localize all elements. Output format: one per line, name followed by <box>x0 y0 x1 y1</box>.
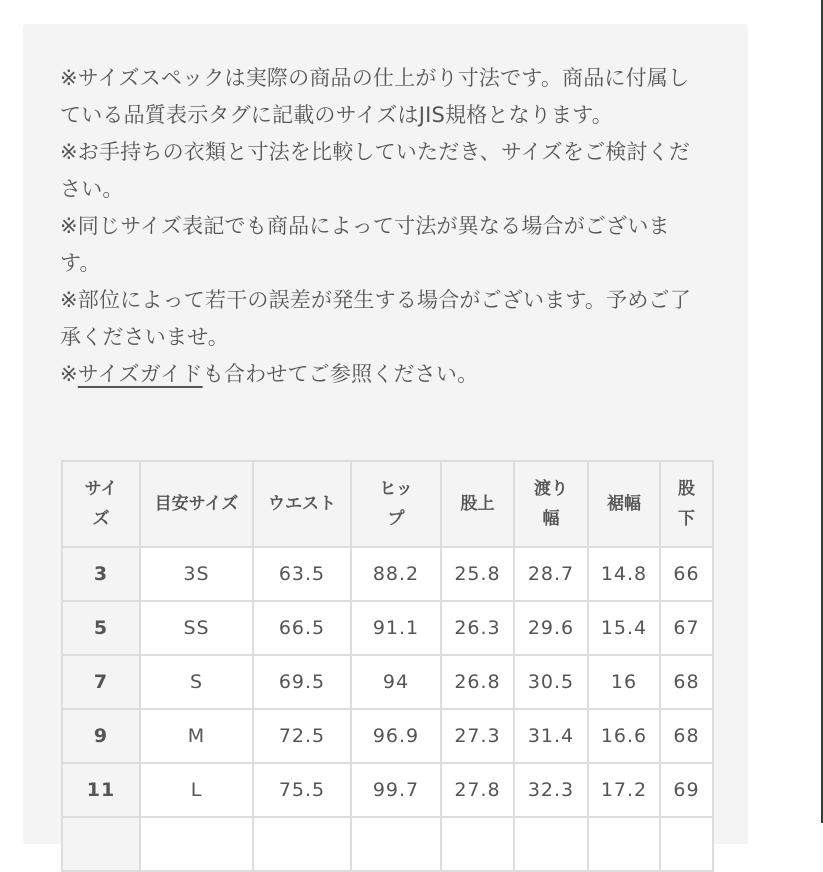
cell-inseam: 69 <box>660 763 713 817</box>
header-size: サイズ <box>62 461 140 547</box>
table-row <box>62 547 713 601</box>
cell-thigh-width: 30.5 <box>514 655 588 709</box>
cell-approx-size: M <box>140 709 253 763</box>
cell-inseam: 67 <box>660 601 713 655</box>
cell-rise: 26.3 <box>441 601 514 655</box>
size-notes <box>60 60 700 393</box>
cell-rise <box>441 817 514 871</box>
cell-approx-size: SS <box>140 601 253 655</box>
cell-hem-width: 17.2 <box>588 763 660 817</box>
cell-rise: 26.8 <box>441 655 514 709</box>
size-table <box>61 460 714 872</box>
size-guide-link[interactable]: サイズガイド <box>77 362 203 386</box>
cell-inseam: 68 <box>660 709 713 763</box>
cell-waist <box>253 817 351 871</box>
header-rise: 股上 <box>441 461 514 547</box>
table-header-row <box>62 461 713 547</box>
cell-approx-size: L <box>140 763 253 817</box>
cell-thigh-width: 29.6 <box>514 601 588 655</box>
cell-size: 9 <box>62 709 140 763</box>
header-approx-size: 目安サイズ <box>140 461 253 547</box>
table-row <box>62 763 713 817</box>
cell-hip: 88.2 <box>351 547 441 601</box>
header-hem-width: 裾幅 <box>588 461 660 547</box>
size-spec-panel <box>23 24 748 844</box>
table-row <box>62 709 713 763</box>
cell-hip <box>351 817 441 871</box>
cell-hip: 96.9 <box>351 709 441 763</box>
note-finished-dimensions: ※サイズスペックは実際の商品の仕上がり寸法です。商品に付属している品質表示タグに記載のサイズはJIS規格となります。 <box>60 66 690 127</box>
cell-inseam: 66 <box>660 547 713 601</box>
cell-thigh-width <box>514 817 588 871</box>
cell-size: 5 <box>62 601 140 655</box>
header-inseam: 股下 <box>660 461 713 547</box>
note-suffix: も合わせてご参照ください。 <box>202 362 479 386</box>
cell-hip: 94 <box>351 655 441 709</box>
note-measurement-error: ※部位によって若干の誤差が発生する場合がございます。予めご了承くださいませ。 <box>60 288 691 349</box>
cell-waist: 75.5 <box>253 763 351 817</box>
cell-size: 11 <box>62 763 140 817</box>
cell-hem-width: 15.4 <box>588 601 660 655</box>
note-dimension-variance: ※同じサイズ表記でも商品によって寸法が異なる場合がございます。 <box>60 214 670 275</box>
cell-waist: 69.5 <box>253 655 351 709</box>
table-row-partial <box>62 817 713 871</box>
cell-rise: 27.3 <box>441 709 514 763</box>
cell-thigh-width: 32.3 <box>514 763 588 817</box>
cell-hem-width: 14.8 <box>588 547 660 601</box>
cell-hip: 99.7 <box>351 763 441 817</box>
cell-size: 3 <box>62 547 140 601</box>
cell-hem-width <box>588 817 660 871</box>
table-row <box>62 655 713 709</box>
header-hip: ヒップ <box>351 461 441 547</box>
cell-approx-size: S <box>140 655 253 709</box>
cell-thigh-width: 31.4 <box>514 709 588 763</box>
cell-hem-width: 16.6 <box>588 709 660 763</box>
note-prefix: ※ <box>60 362 78 386</box>
cell-hem-width: 16 <box>588 655 660 709</box>
cell-waist: 66.5 <box>253 601 351 655</box>
header-waist: ウエスト <box>253 461 351 547</box>
cell-rise: 27.8 <box>441 763 514 817</box>
cell-inseam <box>660 817 713 871</box>
header-thigh-width: 渡り幅 <box>514 461 588 547</box>
cell-rise: 25.8 <box>441 547 514 601</box>
cell-inseam: 68 <box>660 655 713 709</box>
cell-hip: 91.1 <box>351 601 441 655</box>
cell-approx-size <box>140 817 253 871</box>
cell-size: 7 <box>62 655 140 709</box>
cell-size <box>62 817 140 871</box>
note-compare-clothes: ※お手持ちの衣類と寸法を比較していただき、サイズをご検討ください。 <box>60 140 691 201</box>
cell-waist: 63.5 <box>253 547 351 601</box>
table-row <box>62 601 713 655</box>
cell-waist: 72.5 <box>253 709 351 763</box>
cell-approx-size: 3S <box>140 547 253 601</box>
note-size-guide <box>60 356 700 393</box>
cell-thigh-width: 28.7 <box>514 547 588 601</box>
